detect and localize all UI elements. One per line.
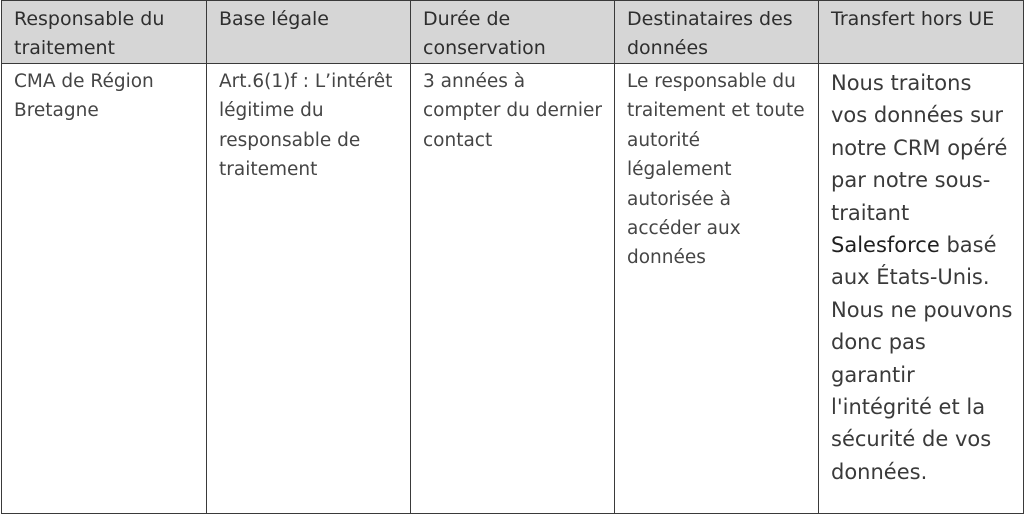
transfer-text-after: basé aux États-Unis. Nous ne pouvons donc pas garantir l'intégrité et la sécurité de vos données. bbox=[831, 233, 1013, 484]
cell-transfer bbox=[819, 64, 1024, 514]
header-recipients: Destinataires des données bbox=[615, 1, 819, 64]
table-body bbox=[2, 64, 1024, 514]
cell-retention: 3 années à compter du dernier contact bbox=[411, 64, 615, 514]
table-header bbox=[2, 1, 1024, 64]
gdpr-processing-table bbox=[1, 0, 1024, 514]
header-transfer: Transfert hors UE bbox=[819, 1, 1024, 64]
cell-legal-basis: Art.6(1)f : L’intérêt légitime du responsable de traitement bbox=[207, 64, 411, 514]
header-row bbox=[2, 1, 1024, 64]
transfer-brand: Salesforce bbox=[831, 233, 940, 258]
header-retention: Durée de conservation bbox=[411, 1, 615, 64]
cell-controller: CMA de Région Bretagne bbox=[2, 64, 207, 514]
table-row bbox=[2, 64, 1024, 514]
transfer-text-before: Nous traitons vos données sur notre CRM opéré par notre sous-traitant bbox=[831, 71, 1008, 225]
header-controller: Responsable du traitement bbox=[2, 1, 207, 64]
header-legal-basis: Base légale bbox=[207, 1, 411, 64]
cell-recipients: Le responsable du traitement et toute autorité légalement autorisée à accéder aux données bbox=[615, 64, 819, 514]
